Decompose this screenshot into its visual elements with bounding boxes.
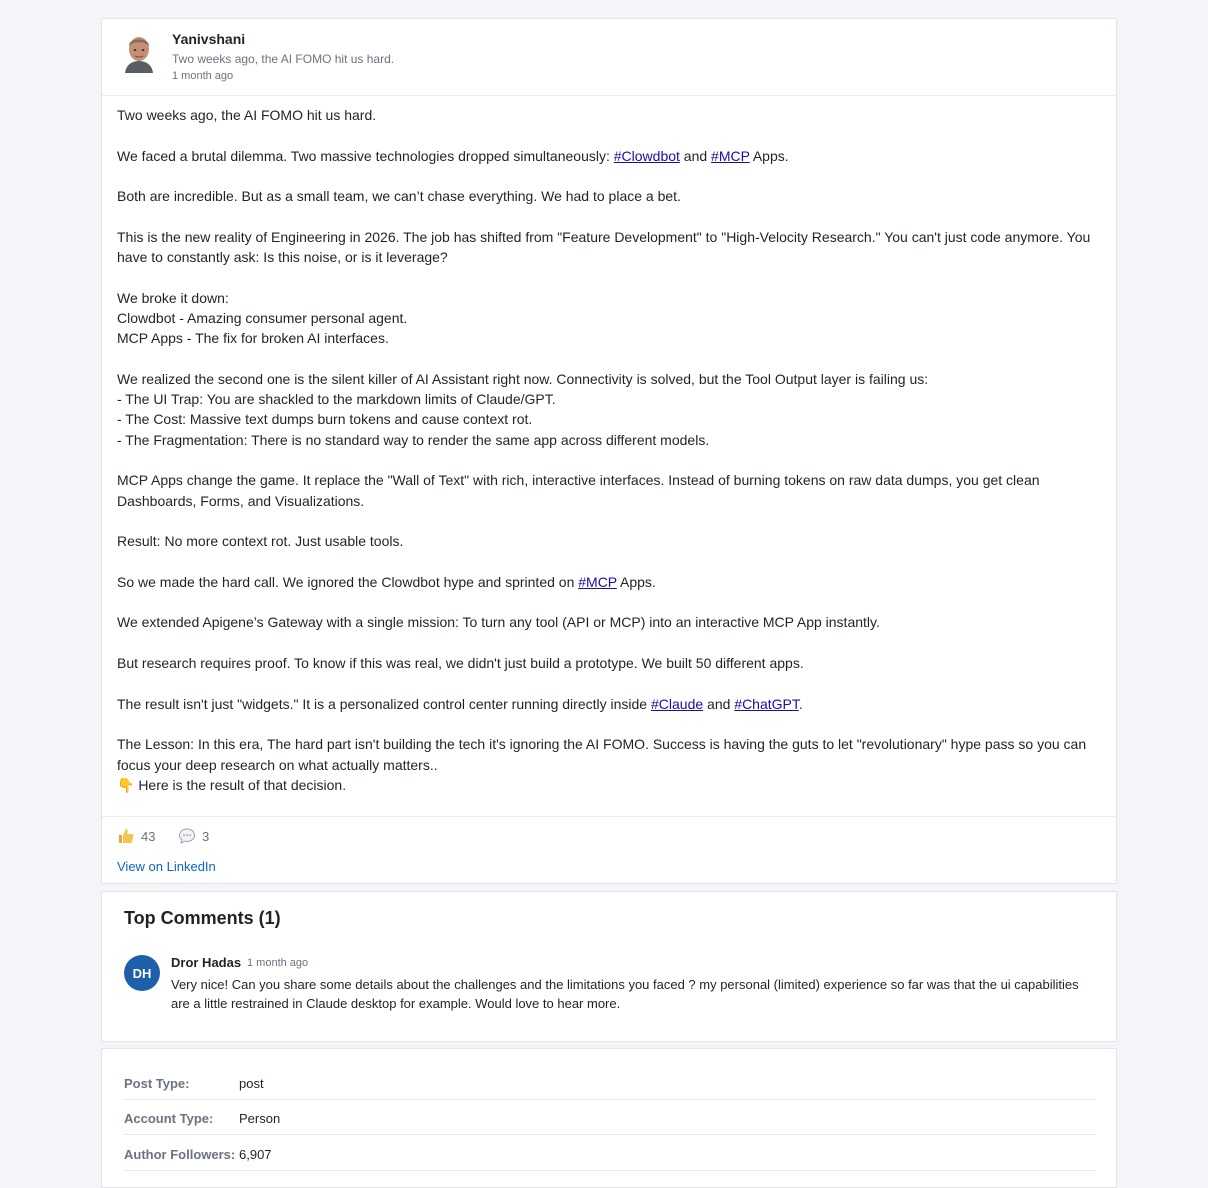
post-paragraph <box>117 288 1102 308</box>
post-paragraph <box>117 146 1102 166</box>
post-paragraph <box>117 775 1102 795</box>
comment-text: Very nice! Can you share some details about the challenges and the limitations you faced ? my personal (limited) experience so far was that the ui capabilities are a little restrained in Claude desktop for example. Would love to hear more. <box>171 977 1079 1011</box>
post-footer <box>102 816 1116 885</box>
paragraph-gap <box>117 633 1102 653</box>
post-paragraph <box>117 409 1102 429</box>
comment-timestamp: 1 month ago <box>247 957 309 969</box>
paragraph-gap <box>117 267 1102 287</box>
post-body <box>117 105 1102 795</box>
paragraph-gap <box>117 206 1102 226</box>
paragraph-gap <box>117 714 1102 734</box>
post-text: The result isn't just "widgets." It is a personalized control center running directly inside <box>117 695 651 712</box>
likes-count: 43 <box>141 828 156 844</box>
top-comments-title: Top Comments (1) <box>124 908 281 928</box>
hashtag-link[interactable]: #ChatGPT <box>734 695 799 712</box>
post-timestamp: 1 month ago <box>172 70 234 82</box>
post-paragraph <box>117 531 1102 551</box>
post-text: Two weeks ago, the AI FOMO hit us hard. <box>117 107 377 123</box>
post-text: So we made the hard call. We ignored the Clowdbot hype and sprinted on <box>117 573 579 590</box>
post-text: Both are incredible. But as a small team, we can’t chase everything. We had to place a bet. <box>117 188 681 205</box>
commenter-name[interactable]: Dror Hadas <box>171 955 242 970</box>
paragraph-gap <box>117 511 1102 531</box>
view-on-linkedin-link[interactable]: View on LinkedIn <box>117 859 216 874</box>
meta-value: post <box>239 1076 264 1091</box>
post-text: This is the new reality of Engineering in 2026. The job has shifted from "Feature Development" to "High-Velocity Research." You can't just code anymore. You have to constantly ask: Is this noise, or is it leverage? <box>117 228 1091 266</box>
post-text: The Lesson: In this era, The hard part isn't building the tech it's ignoring the AI FOMO. Success is having the guts to let "revolutionary" hype pass so you can focus your deep research on what actually matters.. <box>117 736 1087 773</box>
post-text: We broke it down: <box>117 289 229 306</box>
hashtag-link[interactable]: #Clowdbot <box>613 147 680 164</box>
post-paragraph <box>117 653 1102 673</box>
post-text: MCP Apps - The fix for broken AI interfaces. <box>117 330 389 347</box>
post-paragraph <box>117 308 1102 328</box>
author-headline: Two weeks ago, the AI FOMO hit us hard. <box>172 52 395 66</box>
post-text: and <box>703 695 735 712</box>
post-paragraph <box>117 430 1102 450</box>
author-avatar[interactable] <box>122 33 156 73</box>
hashtag-link[interactable]: #Claude <box>650 695 704 712</box>
meta-value: 6,907 <box>239 1147 272 1162</box>
paragraph-gap <box>117 673 1102 693</box>
post-text: . <box>798 695 803 712</box>
post-text: - The Fragmentation: There is no standard way to render the same app across different models. <box>117 431 710 448</box>
post-paragraph <box>117 186 1102 206</box>
post-paragraph <box>117 227 1102 268</box>
author-name[interactable]: Yanivshani <box>172 31 246 47</box>
post-paragraph <box>117 694 1102 714</box>
comments-stat[interactable] <box>178 827 209 845</box>
post-paragraph <box>117 369 1102 389</box>
post-paragraph <box>117 470 1102 511</box>
paragraph-gap <box>117 552 1102 572</box>
commenter-avatar[interactable]: DH <box>124 955 160 991</box>
post-paragraph <box>117 612 1102 632</box>
post-card <box>101 18 1117 884</box>
post-text: Clowdbot - Amazing consumer personal agent. <box>117 309 408 326</box>
post-text: Apps. <box>616 573 656 590</box>
meta-label: Author Followers: <box>124 1147 236 1162</box>
post-paragraph <box>117 389 1102 409</box>
paragraph-gap <box>117 450 1102 470</box>
comments-count: 3 <box>202 828 210 844</box>
post-text: Result: No more context rot. Just usable tools. <box>117 533 404 550</box>
post-text: We extended Apigene’s Gateway with a single mission: To turn any tool (API or MCP) into an interactive MCP App instantly. <box>117 614 880 631</box>
post-text: We realized the second one is the silent killer of AI Assistant right now. Connectivity is solved, but the Tool Output layer is failing us: <box>117 370 929 387</box>
paragraph-gap <box>117 125 1102 145</box>
post-text: But research requires proof. To know if this was real, we didn't just build a prototype. We built 50 different apps. <box>117 655 804 672</box>
meta-label: Account Type: <box>124 1111 214 1126</box>
top-comments-card <box>101 891 1117 1042</box>
paragraph-gap <box>117 349 1102 369</box>
post-paragraph <box>117 572 1102 592</box>
paragraph-gap <box>117 592 1102 612</box>
post-text: Apps. <box>749 147 789 164</box>
post-paragraph <box>117 105 1102 125</box>
post-metadata-card <box>101 1048 1117 1188</box>
meta-row-author-followers <box>124 1135 1096 1171</box>
post-text: - The Cost: Massive text dumps burn tokens and cause context rot. <box>117 411 533 428</box>
meta-label: Post Type: <box>124 1076 190 1091</box>
post-paragraph <box>117 734 1102 775</box>
post-text: We faced a brutal dilemma. Two massive technologies dropped simultaneously: <box>117 147 614 164</box>
hashtag-link[interactable]: #MCP <box>711 147 750 164</box>
hashtag-link[interactable]: #MCP <box>578 573 617 590</box>
post-paragraph <box>117 328 1102 348</box>
thumbs-up-icon <box>117 827 135 845</box>
post-text: 👇 Here is the result of that decision. <box>117 776 347 793</box>
post-text: - The UI Trap: You are shackled to the markdown limits of Claude/GPT. <box>117 391 556 408</box>
meta-row-account-type <box>124 1099 1096 1135</box>
speech-bubble-icon <box>178 827 196 845</box>
post-text: and <box>679 147 712 164</box>
post-text: MCP Apps change the game. It replace the "Wall of Text" with rich, interactive interfaces. Instead of burning tokens on raw data dumps, you get clean Dashboards, Forms, and Visualizations. <box>117 472 1040 509</box>
likes-stat[interactable] <box>117 827 155 845</box>
meta-value: Person <box>239 1111 281 1126</box>
meta-row-post-type <box>124 1064 1096 1100</box>
paragraph-gap <box>117 166 1102 186</box>
post-header <box>102 19 1116 96</box>
